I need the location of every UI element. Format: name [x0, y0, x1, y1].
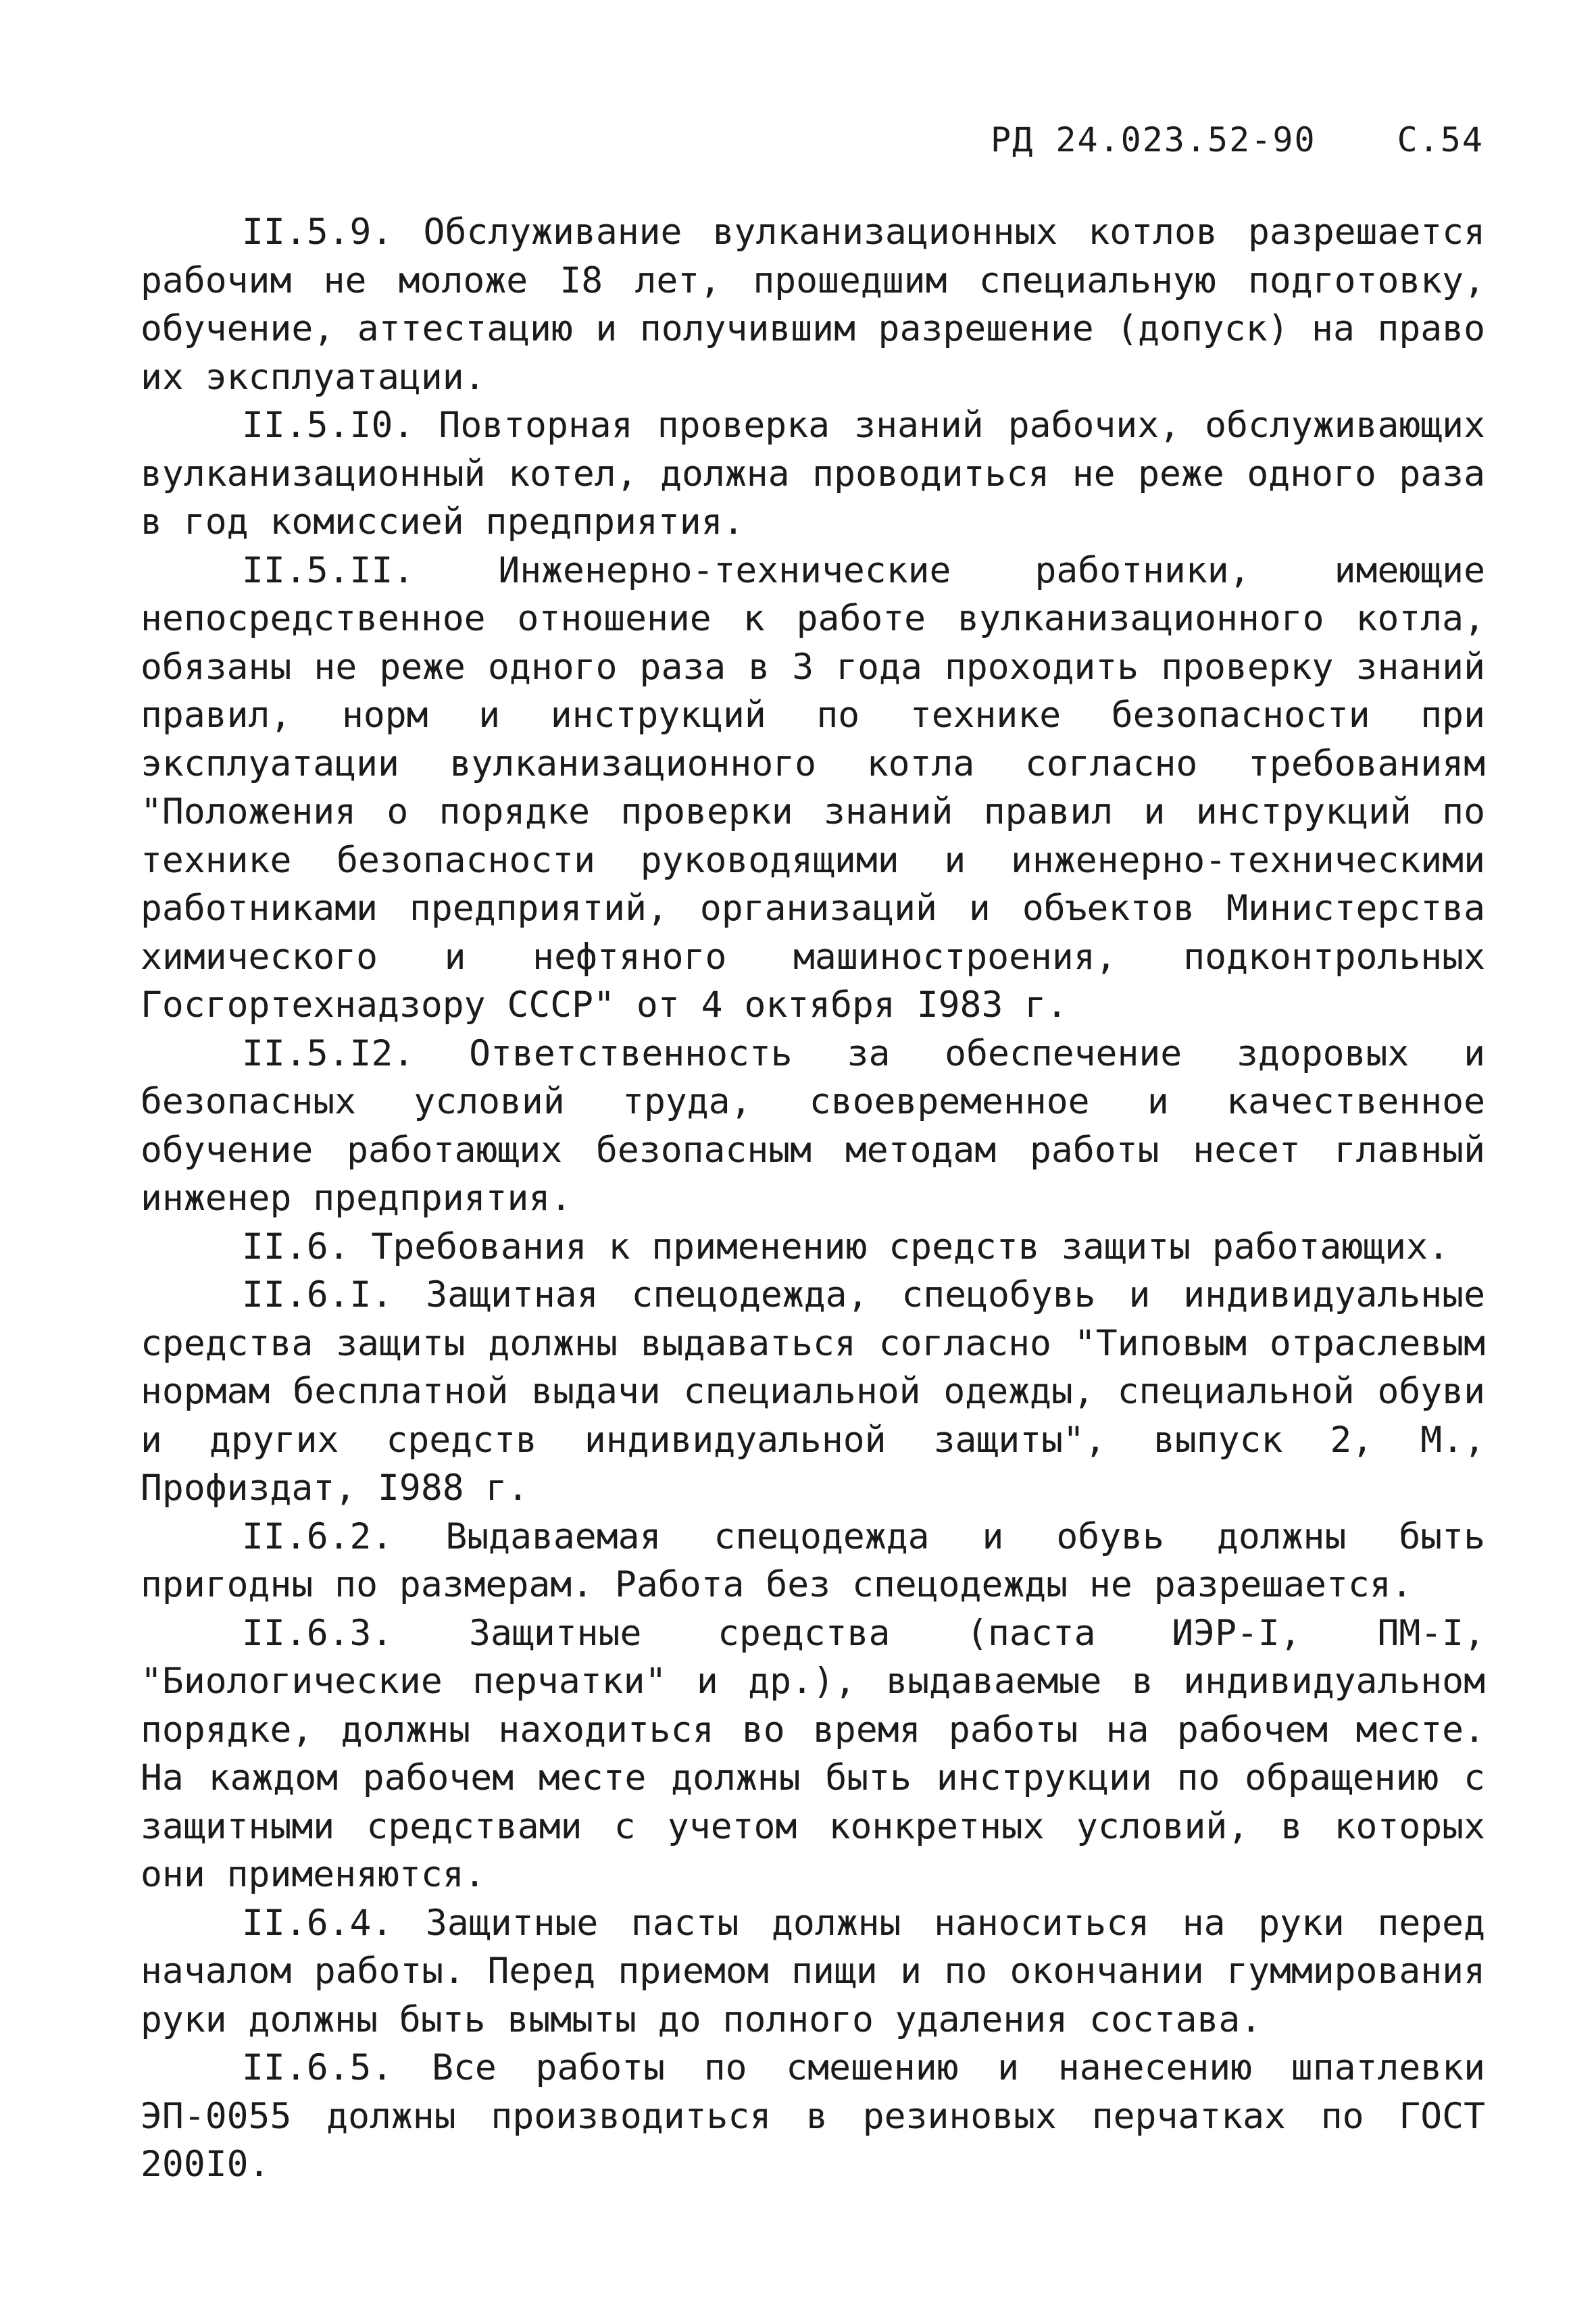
paragraph-11-5-11: II.5.II. Инженерно-технические работники, имеющие непосредственное отношение к работе вулканизационного котла, обязаны не реже одного раза в 3 года проходить проверку знаний правил, норм и инструкций по технике безопасности при эксплуатации вулканизационного котла согласно требованиям "Положения о порядке проверки знаний правил и инструкций по технике безопасности руководящими и инженерно-техническими работниками предприятий, организаций и объектов Министерства химического и нефтяного машиностроения, подконтрольных Госгортехнадзору СССР" от 4 октября I983 г.	[141, 549, 1485, 1026]
page-header	[991, 120, 1484, 159]
document-body	[141, 208, 1485, 2189]
paragraph-11-6-2: II.6.2. Выдаваемая спецодежда и обувь должны быть пригодны по размерам. Работа без спецодежды не разрешается.	[141, 1515, 1485, 1605]
document-code: РД 24.023.52-90	[991, 120, 1316, 159]
paragraph-11-6-3: II.6.3. Защитные средства (паста ИЭР-I, ПМ-I, "Биологические перчатки" и др.), выдаваемые в индивидуальном порядке, должны находиться во время работы на рабочем месте. На каждом рабочем месте должны быть инструкции по обращению с защитными средствами с учетом конкретных условий, в которых они применяются.	[141, 1612, 1485, 1895]
paragraph-11-6-5: II.6.5. Все работы по смешению и нанесению шпатлевки ЭП-0055 должны производиться в резиновых перчатках по ГОСТ 200I0.	[141, 2047, 1485, 2185]
paragraph-11-5-12: II.5.I2. Ответственность за обеспечение здоровых и безопасных условий труда, своевременное и качественное обучение работающих безопасным методам работы несет главный инженер предприятия.	[141, 1032, 1485, 1219]
section-heading-11-6: II.6. Требования к применению средств защиты работающих.	[242, 1226, 1449, 1267]
page-number: С.54	[1397, 120, 1484, 159]
paragraph-11-5-10: II.5.I0. Повторная проверка знаний рабочих, обслуживающих вулканизационный котел, должна проводиться не реже одного раза в год комиссией предприятия.	[141, 405, 1485, 543]
paragraph-11-5-9: II.5.9. Обслуживание вулканизационных котлов разрешается рабочим не моложе I8 лет, прошедшим специальную подготовку, обучение, аттестацию и получившим разрешение (допуск) на право их эксплуатации.	[141, 211, 1485, 398]
paragraph-11-6-1: II.6.I. Защитная спецодежда, спецобувь и индивидуальные средства защиты должны выдаваться согласно "Типовым отраслевым нормам бесплатной выдачи специальной одежды, специальной обуви и других средств индивидуальной защиты", выпуск 2, М., Профиздат, I988 г.	[141, 1274, 1485, 1509]
paragraph-11-6-4: II.6.4. Защитные пасты должны наноситься на руки перед началом работы. Перед приемом пищи и по окончании гуммирования руки должны быть вымыты до полного удаления состава.	[141, 1902, 1485, 2040]
